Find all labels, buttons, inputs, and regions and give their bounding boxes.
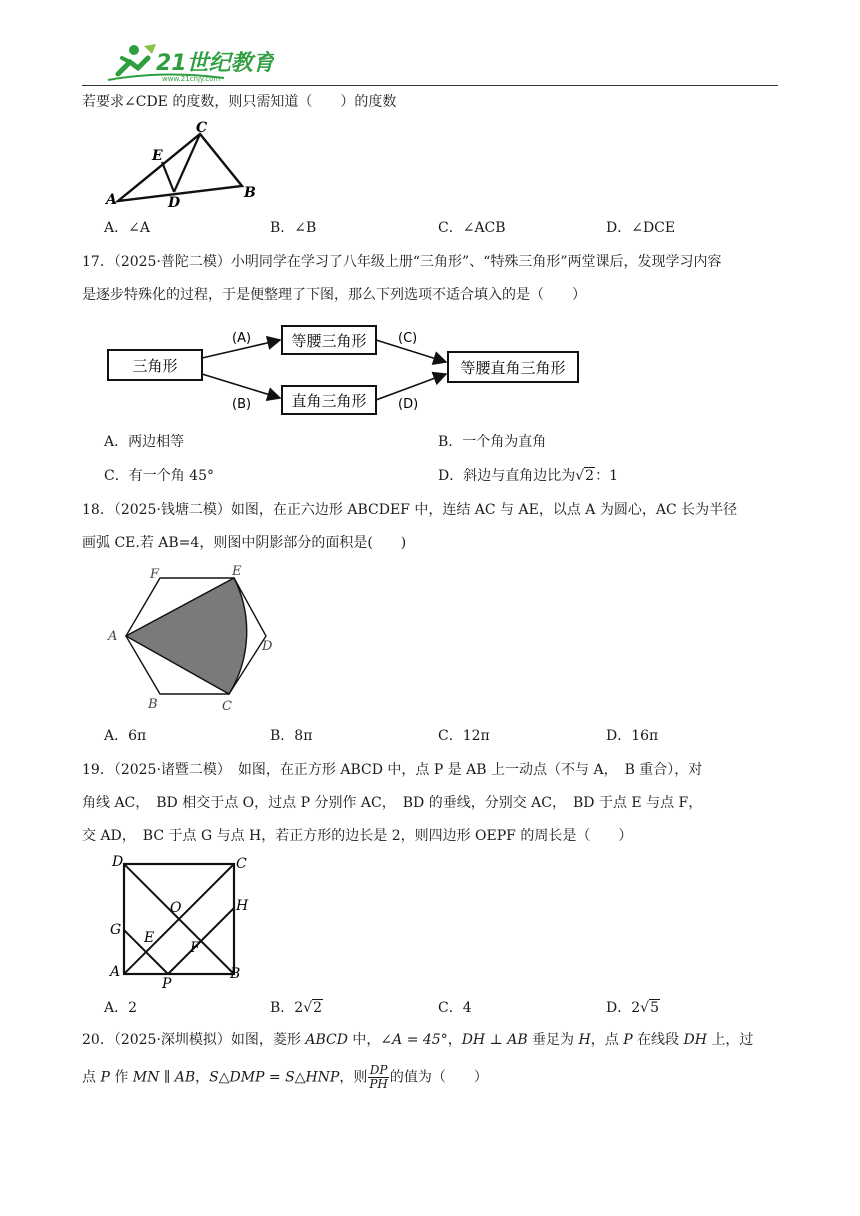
q17-option-d-tail: ：1 [595,468,618,484]
label-d: D [168,195,181,208]
label-c: C [236,856,247,872]
q20-math: P [623,1032,633,1048]
logo-text: 21世纪教育 [156,51,274,76]
q20-stem-line2 [82,1064,488,1091]
q18-hexagon-figure [104,564,284,716]
flow-box-triangle: 三角形 [132,357,178,375]
label-a: A [106,192,117,208]
sqrt-symbol: √5 [640,1000,659,1016]
q20-math: DH [683,1032,707,1048]
q19-square-figure [104,854,254,990]
label-b: B [148,697,158,712]
q20-fraction [368,1064,389,1091]
q20-text: 作 [109,1069,133,1086]
q20-math: MN ∥ AB [132,1069,196,1086]
q17-option-c[interactable]: C．有一个角 45° [104,468,214,484]
label-b: B [230,966,241,982]
label-e: E [152,148,163,164]
q19-stem-line1: 19．（2025·诸暨二模） 如图，在正方形 ABCD 中，点 P 是 AB 上一动点（不与 A， B 重合），对 [82,762,703,778]
q19-stem-line3: 交 AD， BC 于点 G 与点 H，若正方形的边长是 2，则四边形 OEPF 的周长是（ ） [82,828,633,844]
flow-label-b: (B) [232,397,252,412]
q16-option-d[interactable]: D．∠DCE [606,220,676,236]
q19-option-c[interactable]: C．4 [438,1000,472,1016]
q19-option-a[interactable]: A．2 [104,1000,138,1016]
q19-stem-line2: 角线 AC， BD 相交于点 O，过点 P 分别作 AC， BD 的垂线，分别交 AC， BD 于点 E 与点 F， [82,795,703,811]
runner-logo-icon [104,40,274,84]
q20-math: ∠A = 45° [380,1032,448,1048]
header-divider [82,85,778,86]
logo-url-text: www.21cnjy.com [162,75,221,83]
q20-text: 在线段 [632,1032,684,1048]
label-d: D [112,854,124,870]
q18-option-a[interactable]: A．6π [104,728,147,744]
label-g: G [110,922,122,938]
flow-box-right: 直角三角形 [291,392,367,410]
q17-option-b[interactable]: B．一个角为直角 [438,434,547,450]
q20-math: DH ⊥ AB [461,1032,528,1048]
sqrt-symbol: √2 [575,468,595,484]
fraction-numerator: DP [369,1063,388,1077]
label-c: C [222,699,232,714]
q17-option-a[interactable]: A．两边相等 [104,434,185,450]
q20-text: ，点 [590,1032,624,1048]
flow-box-isosceles-right: 等腰直角三角形 [460,359,566,377]
q20-text: ，则 [339,1069,368,1086]
label-h: H [236,898,249,914]
q19-option-b-text: B．2 [270,1000,304,1016]
q20-text: 垂足为 [527,1032,579,1048]
q18-stem-line1: 18．（2025·钱塘二模）如图，在正六边形 ABCDEF 中，连结 AC 与 AE，以点 A 为圆心，AC 长为半径 [82,502,738,518]
q18-stem-line2: 画弧 CE.若 AB=4，则图中阴影部分的面积是( ) [82,535,407,551]
q20-text: 20．（2025·深圳模拟）如图，菱形 [82,1032,306,1048]
q20-text: 点 [82,1069,101,1086]
q19-option-d-text: D．2 [606,1000,641,1016]
q20-text: 中， [347,1032,381,1048]
flow-label-a: (A) [232,331,252,346]
fraction-denominator: PH [369,1077,388,1091]
flow-label-d: (D) [398,397,419,412]
q20-text: 的值为（ ） [389,1069,488,1086]
q20-math: H [578,1032,591,1048]
header-logo [104,40,274,84]
q20-math: P [100,1069,110,1086]
q20-text: ， [447,1032,462,1048]
flow-box-isosceles: 等腰三角形 [291,332,367,350]
label-a: A [108,629,118,644]
q19-option-b[interactable] [270,998,323,1018]
q18-option-b[interactable]: B．8π [270,728,313,744]
q20-stem-line1 [82,1030,753,1050]
label-o: O [170,900,182,916]
label-e: E [232,564,242,579]
q17-option-d-radicand: 2 [585,468,595,484]
q19-option-d-radicand: 5 [650,1000,659,1016]
sqrt-symbol: √2 [303,1000,323,1016]
q16-triangle-figure [104,118,264,208]
q16-option-b[interactable]: B．∠B [270,220,317,236]
q17-flow-diagram [104,318,584,418]
label-f: F [190,940,200,956]
label-p: P [162,976,172,990]
label-d: D [262,639,273,654]
q19-option-d[interactable] [606,998,660,1018]
q17-option-d-text: D．斜边与直角边比为 [438,468,576,484]
label-b: B [244,185,256,201]
q18-option-c[interactable]: C．12π [438,728,490,744]
q16-option-a[interactable]: A．∠A [104,220,150,236]
q18-option-d[interactable]: D．16π [606,728,659,744]
q20-math: ABCD [305,1032,348,1048]
q20-math: S△DMP = S△HNP [209,1069,340,1086]
q20-text: ， [195,1069,210,1086]
label-c: C [196,120,208,136]
q19-option-b-radicand: 2 [313,1000,323,1016]
q20-text: 上，过 [706,1032,754,1048]
q16-stem-tail: 若要求∠CDE 的度数，则只需知道（ ）的度数 [82,94,397,110]
q17-stem-line2: 是逐步特殊化的过程，于是便整理了下图，那么下列选项不适合填入的是（ ） [82,287,586,303]
q17-option-d[interactable] [438,466,618,486]
label-e: E [144,930,155,946]
q16-option-c[interactable]: C．∠ACB [438,220,506,236]
flow-label-c: (C) [398,331,418,346]
label-a: A [110,964,121,980]
label-f: F [150,567,160,582]
q17-stem-line1: 17．（2025·普陀二模）小明同学在学习了八年级上册“三角形”、“特殊三角形”两堂课后，发现学习内容 [82,254,722,270]
